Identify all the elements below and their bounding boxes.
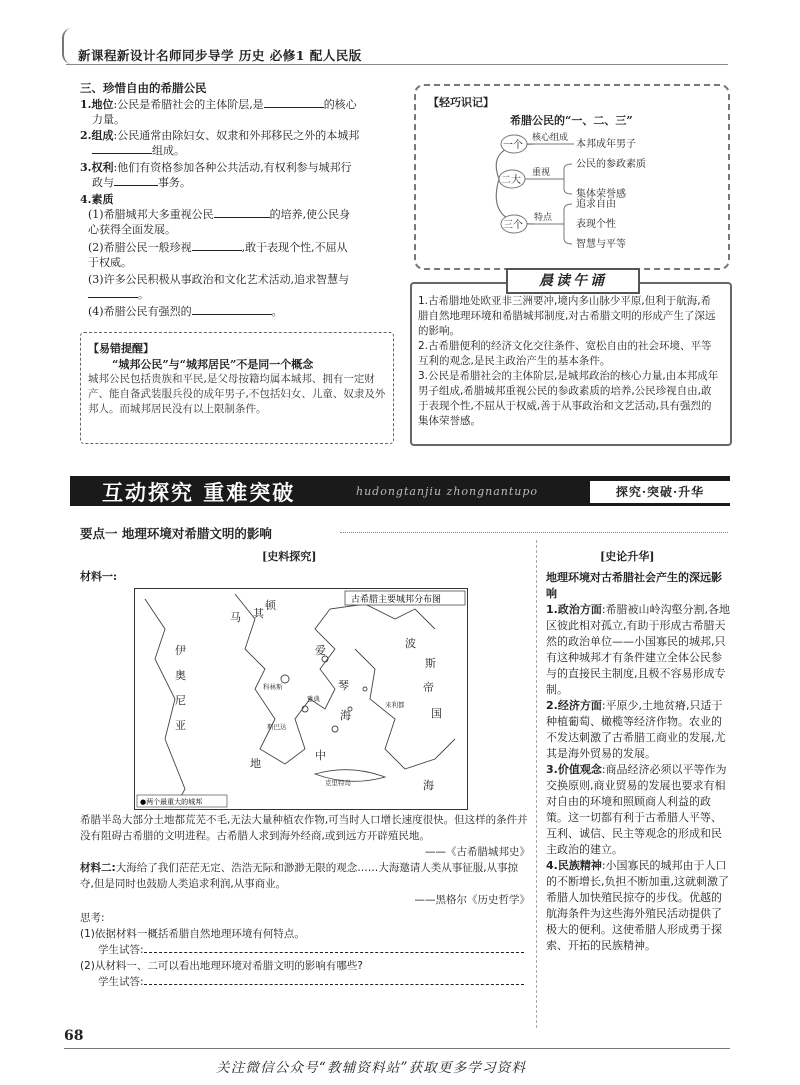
- source-exploration-label: [史料探究]: [262, 550, 317, 563]
- value-item-2: 集体荣誉感: [576, 189, 626, 200]
- memory-box-subtitle: 希腊公民的“一、二、三”: [510, 114, 633, 127]
- footer-text: 关注微信公众号“教辅资料站”获取更多学习资料: [216, 1060, 527, 1076]
- point-text: :平原少,土地贫瘠,只适于种植葡萄、橄榄等经济作物。农业的不发达刺激了古希腊工商业的发展,尤其是海外贸易的发展。: [546, 699, 726, 760]
- material-1-source: ——《古希腊城邦史》: [425, 846, 530, 858]
- section3-title: 三、珍惜自由的希腊公民: [80, 81, 207, 95]
- banner-slogan: 探究·突破·升华: [590, 481, 730, 503]
- map-label: 伊: [175, 644, 186, 657]
- material-2-text: 大海给了我们茫茫无定、浩浩无际和渺渺无限的观念……大海邀请人类从事征服,从事掠夺,但是同时也鼓励人类追求利润,从事商业。: [80, 862, 519, 890]
- map-city: 克里特岛: [325, 779, 351, 787]
- morning-item: 1.古希腊地处欧亚非三洲要冲,境内多山脉少平原,但利于航海,希腊自然地理环境和希腊城邦制度,对古希腊文明的形成产生了深远的影响。: [418, 295, 716, 337]
- header-rule: [66, 64, 728, 65]
- trait-label: 特点: [534, 213, 553, 223]
- quality-1-cont: 心获得全面发展。: [88, 223, 176, 236]
- fill-blank[interactable]: [88, 287, 138, 298]
- map-image: [134, 588, 468, 810]
- material-2-label: 材料二:: [80, 862, 116, 874]
- right-column-title: 地理环境对古希腊社会产生的深远影响: [546, 571, 722, 600]
- value-label: 重视: [532, 168, 551, 178]
- item-1-cont: 力量。: [92, 113, 125, 126]
- fill-blank[interactable]: [214, 207, 270, 218]
- morning-item: 2.古希腊便利的经济文化交往条件、宽松自由的社会环境、平等互利的观念,是民主政治产生的基本条件。: [418, 340, 712, 367]
- point-text: :小国寡民的城邦由于人口的不断增长,负担不断加重,这就刺激了希腊人加快殖民掠夺的步伐。优越的航海条件为这些海外殖民活动提供了极大的便利。这使希腊人形成勇于探索、开拓的民族精神。: [546, 859, 729, 952]
- material-2-source: ——黑格尔《历史哲学》: [414, 894, 530, 906]
- memory-diagram: [414, 84, 726, 266]
- morning-reading-text: [418, 294, 720, 429]
- trait-item-3: 智慧与平等: [576, 239, 626, 250]
- history-theory-label: [史论升华]: [600, 550, 655, 563]
- map-legend: ●两个最重大的城邦: [140, 798, 203, 806]
- answer-label: 学生试答:: [98, 944, 144, 956]
- error-box-heading: “城邦公民”与“城邦居民”不是同一个概念: [112, 358, 314, 371]
- item-1: 1.地位:公民是希腊社会的主体阶层,是 的核心: [80, 98, 357, 111]
- quality-1: (1)希腊城邦大多重视公民 的培养,使公民身: [88, 208, 351, 221]
- map-label: 琴: [338, 679, 349, 692]
- morning-reading-title: 晨读午诵: [506, 268, 640, 294]
- map-label: 波: [405, 637, 416, 650]
- fill-blank[interactable]: [264, 97, 324, 108]
- map-label: 国: [431, 707, 442, 720]
- error-box-text: 城邦公民包括贵族和平民,是父母按籍均属本城邦、拥有一定财产、能自备武装服兵役的成年男子,不包括妇女、儿童、奴隶及外邦人。而城邦居民没有以上限制条件。: [88, 373, 386, 415]
- quality-4: (4)希腊公民有强烈的 。: [88, 305, 283, 318]
- answer-label: 学生试答:: [98, 976, 144, 988]
- map-label: 奥: [175, 669, 186, 682]
- map-city: 米利都: [385, 701, 405, 709]
- material-1-text: 希腊半岛大部分土地都荒芜不毛,无法大量种植农作物,可当时人口增长速度很快。但这样的条件并没有阻碍古希腊的文明进程。古希腊人求到海外经商,或到远方开辟殖民地。: [80, 814, 528, 842]
- map-label: 尼: [175, 694, 186, 707]
- map-label: 海: [340, 709, 351, 722]
- item-3: 3.权利:他们有资格参加各种公共活动,有权利参与城邦行: [80, 161, 352, 174]
- material-1-label: 材料一:: [80, 570, 118, 583]
- core-label: 核心组成: [532, 133, 569, 143]
- value-item-1: 公民的参政素质: [576, 159, 646, 170]
- item-2: 2.组成:公民通常由除妇女、奴隶和外邦移民之外的本城邦: [80, 129, 360, 142]
- fill-blank[interactable]: [192, 240, 242, 251]
- map-city: 科林斯: [263, 683, 283, 691]
- footer-rule: [64, 1048, 730, 1049]
- map-label: 亚: [175, 719, 186, 732]
- map-label: 斯: [425, 657, 436, 670]
- header-bracket: [62, 28, 78, 64]
- node-three: 三个: [503, 220, 523, 231]
- answer-line[interactable]: [144, 942, 524, 953]
- item-3-cont: 政与 事务。: [92, 176, 191, 189]
- map-city: 雅典: [307, 695, 320, 703]
- error-box-title: 【易错提醒】: [88, 342, 154, 355]
- column-divider: [536, 540, 537, 1028]
- map-label: 马: [230, 611, 241, 624]
- memory-box-title: 【轻巧识记】: [428, 96, 494, 109]
- point-text: :商品经济必须以平等作为交换原则,商业贸易的发展也要求有相对自由的环境和照顾商人利益的政策。这一切都有利于古希腊人平等、互利、诚信、民主等观念的形成和民主政治的建立。: [546, 763, 727, 856]
- map-label: 帝: [423, 681, 434, 694]
- map-label: 海: [423, 779, 434, 792]
- map-label: 中: [315, 749, 326, 762]
- question-1: (1)依据材料一概括希腊自然地理环境有何特点。: [80, 928, 305, 940]
- quality-3: (3)许多公民积极从事政治和文化艺术活动,追求智慧与: [88, 273, 350, 286]
- item-4: 4.素质: [80, 193, 114, 206]
- banner-pinyin: hudongtanjiu zhongnantupo: [356, 485, 539, 498]
- fill-blank[interactable]: [114, 175, 158, 186]
- map-city: 斯巴达: [267, 723, 287, 731]
- map-label: 地: [250, 757, 261, 770]
- node-two: 二大: [501, 175, 521, 186]
- fill-blank[interactable]: [192, 304, 272, 315]
- quality-2-cont: 于权威。: [88, 256, 132, 269]
- item-2-cont: 组成。: [92, 143, 407, 158]
- quality-2: (2)希腊公民一般珍视 ,敢于表现个性,不屈从: [88, 241, 348, 254]
- morning-item: 3.公民是希腊社会的主体阶层,是城邦政治的核心力量,由本邦成年男子组成,希腊城邦重视公民的参政素质的培养,公民珍视自由,敢于表现个性,不屈从于权威,善于从事政治和文艺活动,具有强烈的集体荣誉感。: [418, 370, 719, 427]
- question-2: (2)从材料一、二可以看出地理环境对希腊文明的影响有哪些?: [80, 960, 363, 972]
- think-label: 思考:: [80, 912, 105, 924]
- map-label: 爱: [315, 644, 326, 657]
- node-one: 一个: [503, 140, 523, 151]
- map-title: 古希腊主要城邦分布图: [351, 595, 442, 605]
- fill-blank[interactable]: [92, 143, 152, 154]
- map-label: 其: [253, 607, 264, 620]
- key-point-title: 要点一 地理环境对希腊文明的影响: [80, 526, 272, 541]
- answer-line[interactable]: [144, 974, 524, 985]
- point-text: :希腊被山岭沟壑分割,各地区彼此相对孤立,有助于形成古希腊天然的政治单位——小国寡民的城邦,只有这种城邦才有条件建立全体公民参与的直接民主制度,且极不容易形成专制。: [546, 603, 731, 696]
- banner-title: 互动探究 重难突破: [102, 481, 296, 505]
- map-label: 顿: [265, 599, 276, 612]
- key-point-rule: [340, 532, 728, 533]
- trait-item-1: 追求自由: [576, 199, 616, 210]
- greece-map: [135, 589, 467, 809]
- page-number: 68: [64, 1028, 84, 1044]
- right-column: 地理环境对古希腊社会产生的深远影响 1.政治方面:希腊被山岭沟壑分割,各地区彼此相对孤立,有助于形成古希腊天然的政治单位——小国寡民的城邦,只有这种城邦才有条件建立全体公民参与的直接民主制度,且极不容易形成专制。 2.经济方面:平原少,土地贫瘠,只适于种植葡萄、橄榄等经济作物。农业的不发达刺激了古希腊工商业的发展,尤其是海外贸易的发展。 3.价值观念:商品经济必须以平等作为交换原则,商业贸易的发展也要求有相对自由的环境和照顾商人利益的政策。这一切都有利于古希腊人平等、互利、诚信、民主等观念的形成和民主政治的建立。 4.民族精神:小国寡民的城邦由于人口的不断增长,负担不断加重,这就刺激了希腊人加快殖民掠夺的步伐。优越的航海条件为这些海外殖民活动提供了极大的便利。这使希腊人形成勇于探索、开拓的民族精神。: [546, 571, 731, 952]
- material-text-block: [80, 812, 530, 990]
- trait-item-2: 表现个性: [576, 219, 616, 230]
- quality-3-cont: 。: [88, 287, 403, 302]
- core-item: 本邦成年男子: [576, 139, 636, 150]
- page-header: 新课程新设计名师同步导学 历史 必修1 配人民版: [78, 48, 362, 63]
